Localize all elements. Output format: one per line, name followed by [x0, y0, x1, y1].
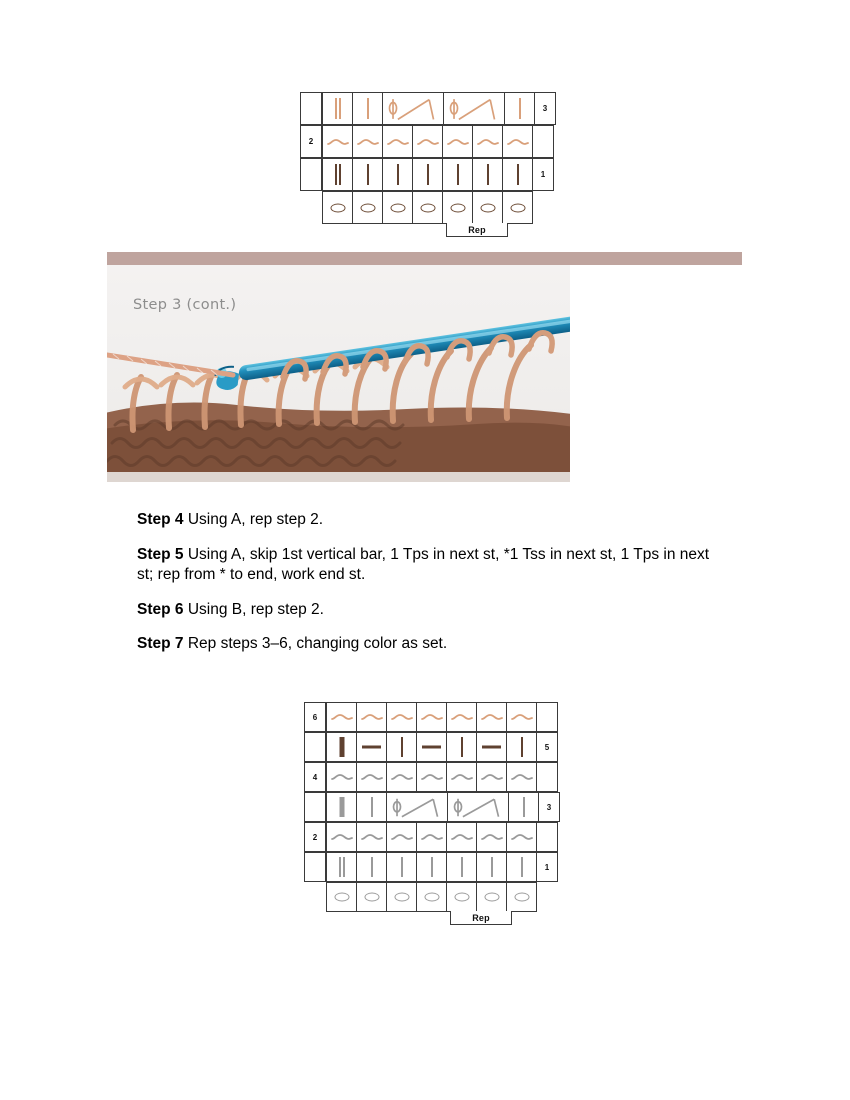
chart-row — [300, 158, 555, 191]
stitch-chart-top — [300, 92, 555, 235]
photo-caption: Step 3 (cont.) — [133, 297, 237, 313]
crossed-diagonal-icon — [451, 796, 505, 819]
tps-squiggle-cell — [323, 126, 352, 157]
chart-cell — [322, 191, 353, 224]
tps-squiggle-cell — [413, 126, 442, 157]
tps-squiggle-cell — [443, 126, 472, 157]
tps-squiggle-cell — [327, 763, 356, 791]
crossed-diagonal-icon — [386, 96, 440, 122]
row-label-spacer — [536, 702, 558, 732]
tps-squiggle-cell — [357, 763, 386, 791]
chart-cell — [506, 762, 537, 792]
vertical-bar-icon — [503, 159, 532, 190]
chart-row — [304, 882, 559, 912]
chart-row — [304, 822, 559, 852]
chart-cell — [416, 822, 447, 852]
row-number-right: 5 — [536, 732, 558, 762]
row-label-spacer — [532, 191, 554, 224]
thick-vertical-bar-icon — [327, 733, 356, 761]
vertical-bar-icon — [357, 793, 386, 821]
chart-cell — [472, 158, 503, 191]
chart-cell — [502, 191, 533, 224]
tps-squiggle-cell — [327, 703, 356, 731]
row-label-spacer — [536, 822, 558, 852]
vertical-bar-icon — [387, 733, 416, 761]
chart-cell-wide — [447, 792, 509, 822]
tps-squiggle-cell — [387, 703, 416, 731]
tps-squiggle-cell — [387, 763, 416, 791]
tps-squiggle-icon — [387, 137, 409, 147]
chart-cell — [356, 822, 387, 852]
row-label-spacer — [300, 158, 322, 191]
step-paragraph — [137, 545, 722, 586]
chart-cell — [356, 852, 387, 882]
row-number-right: 1 — [532, 158, 554, 191]
tps-squiggle-icon — [477, 137, 499, 147]
chart-cell — [442, 125, 473, 158]
chart-cell — [386, 702, 417, 732]
chart-cell — [502, 158, 533, 191]
vertical-bar-icon — [357, 853, 386, 881]
vertical-bar-icon — [443, 159, 472, 190]
chart-cell — [506, 882, 537, 912]
chart-cell — [504, 92, 535, 125]
vertical-bar-icon — [509, 793, 538, 821]
step-label: Step 5 — [137, 545, 184, 563]
tps-squiggle-icon — [481, 712, 503, 722]
chart-cell — [352, 158, 383, 191]
chain-oval-icon — [447, 883, 476, 911]
row-label-spacer — [300, 92, 322, 125]
chart-cell — [506, 732, 537, 762]
rep-bracket — [446, 223, 508, 237]
chart-cell — [322, 125, 353, 158]
chart-cell — [386, 822, 417, 852]
chart-cell — [506, 822, 537, 852]
tps-squiggle-cell — [383, 126, 412, 157]
tps-squiggle-cell — [387, 823, 416, 851]
double-vertical-bar-icon — [327, 853, 356, 881]
chain-oval-icon — [383, 192, 412, 223]
tps-squiggle-icon — [361, 832, 383, 842]
chain-oval-icon — [477, 883, 506, 911]
row-number-left: 6 — [304, 702, 326, 732]
chain-oval-icon — [323, 192, 352, 223]
chart-cell — [382, 191, 413, 224]
step-photo-block — [107, 252, 742, 482]
chart-cell — [446, 882, 477, 912]
chart-cell — [416, 852, 447, 882]
vertical-bar-icon — [507, 733, 536, 761]
tps-squiggle-cell — [327, 823, 356, 851]
chart-cell — [446, 702, 477, 732]
row-number-left: 2 — [300, 125, 322, 158]
chart-row — [304, 732, 559, 762]
chart-cell — [386, 852, 417, 882]
tps-squiggle-cell — [447, 823, 476, 851]
tps-squiggle-icon — [361, 712, 383, 722]
tps-squiggle-icon — [391, 772, 413, 782]
chart-cell — [352, 125, 383, 158]
chart-cell — [356, 732, 387, 762]
chart-cell-wide — [382, 92, 444, 125]
tps-squiggle-cell — [447, 703, 476, 731]
vertical-bar-icon — [505, 93, 534, 124]
tps-squiggle-icon — [331, 712, 353, 722]
row-label-spacer — [304, 732, 326, 762]
tps-squiggle-icon — [481, 832, 503, 842]
horizontal-dash-icon — [477, 733, 506, 761]
row-label-spacer — [536, 762, 558, 792]
rep-label: Rep — [472, 912, 490, 923]
chart-cell — [446, 852, 477, 882]
double-vertical-bar-icon — [323, 159, 352, 190]
tps-squiggle-cell — [417, 763, 446, 791]
step-paragraph — [137, 600, 722, 621]
vertical-bar-icon — [507, 853, 536, 881]
chart-cell — [508, 792, 539, 822]
chart-cell — [412, 125, 443, 158]
chart-cell — [476, 762, 507, 792]
chart-cell — [416, 762, 447, 792]
tps-squiggle-icon — [451, 712, 473, 722]
step-body: Using A, rep step 2. — [183, 511, 324, 528]
chart-cell — [446, 762, 477, 792]
chart-cell — [476, 852, 507, 882]
rep-label: Rep — [468, 224, 486, 235]
row-number-right: 3 — [534, 92, 556, 125]
chain-oval-icon — [357, 883, 386, 911]
tps-squiggle-cell — [507, 823, 536, 851]
chart-cell — [326, 882, 357, 912]
steps-text-block — [137, 510, 722, 669]
chart-cell — [322, 92, 353, 125]
tps-squiggle-icon — [331, 832, 353, 842]
tps-squiggle-icon — [361, 772, 383, 782]
vertical-bar-icon — [387, 853, 416, 881]
chart-cell — [352, 92, 383, 125]
row-number-right: 3 — [538, 792, 560, 822]
vertical-bar-icon — [447, 853, 476, 881]
chart-cell — [326, 762, 357, 792]
chain-oval-icon — [503, 192, 532, 223]
vertical-bar-icon — [473, 159, 502, 190]
tps-squiggle-cell — [357, 703, 386, 731]
chart-cell — [412, 158, 443, 191]
step-paragraph — [137, 510, 722, 531]
vertical-bar-icon — [383, 159, 412, 190]
chart-cell — [476, 732, 507, 762]
chart-cell — [502, 125, 533, 158]
step-body: Using A, skip 1st vertical bar, 1 Tps in next st, *1 Tss in next st, 1 Tps in next st; rep from * to end, work end st. — [137, 545, 710, 584]
tps-squiggle-icon — [451, 832, 473, 842]
chart-cell — [476, 822, 507, 852]
chart-row — [304, 702, 559, 732]
chart-cell — [472, 191, 503, 224]
thick-vertical-bar-icon — [327, 793, 356, 821]
chain-oval-icon — [353, 192, 382, 223]
tps-squiggle-icon — [327, 137, 349, 147]
row-label-spacer — [536, 882, 558, 912]
rep-bracket — [450, 911, 512, 925]
photo-accent-bar — [107, 252, 742, 265]
vertical-bar-icon — [477, 853, 506, 881]
chart-cell — [382, 158, 413, 191]
chain-oval-icon — [387, 883, 416, 911]
horizontal-dash-icon — [417, 733, 446, 761]
tps-squiggle-icon — [357, 137, 379, 147]
step-label: Step 6 — [137, 600, 184, 618]
chart-cell — [442, 158, 473, 191]
tps-squiggle-icon — [451, 772, 473, 782]
tps-squiggle-icon — [511, 832, 533, 842]
row-number-left: 4 — [304, 762, 326, 792]
step-paragraph — [137, 634, 722, 655]
chart-cell — [326, 822, 357, 852]
chart-row — [304, 792, 559, 822]
chart-cell — [322, 158, 353, 191]
chart-cell — [356, 702, 387, 732]
tps-squiggle-icon — [511, 772, 533, 782]
chart-cell — [326, 732, 357, 762]
row-label-spacer — [304, 852, 326, 882]
vertical-bar-icon — [417, 853, 446, 881]
row-label-spacer — [304, 792, 326, 822]
chart-cell — [446, 732, 477, 762]
tps-squiggle-cell — [417, 703, 446, 731]
horizontal-dash-icon — [357, 733, 386, 761]
row-number-left: 2 — [304, 822, 326, 852]
chain-oval-icon — [443, 192, 472, 223]
chain-oval-icon — [473, 192, 502, 223]
step-body: Using B, rep step 2. — [183, 600, 324, 618]
row-number-right: 1 — [536, 852, 558, 882]
crossed-diagonal-icon — [447, 96, 501, 122]
tps-squiggle-cell — [477, 703, 506, 731]
chart-cell — [506, 702, 537, 732]
tps-squiggle-cell — [357, 823, 386, 851]
tps-squiggle-icon — [331, 772, 353, 782]
chart-cell — [416, 882, 447, 912]
chain-oval-icon — [507, 883, 536, 911]
tps-squiggle-cell — [503, 126, 532, 157]
tps-squiggle-cell — [477, 823, 506, 851]
step-label: Step 7 — [137, 635, 184, 653]
chart-cell — [386, 762, 417, 792]
tps-squiggle-icon — [391, 712, 413, 722]
tps-squiggle-cell — [477, 763, 506, 791]
chain-oval-icon — [417, 883, 446, 911]
double-vertical-bar-icon — [323, 93, 352, 124]
chart-cell — [326, 702, 357, 732]
tps-squiggle-icon — [421, 772, 443, 782]
vertical-bar-icon — [353, 93, 382, 124]
crossed-diagonal-icon — [390, 796, 444, 819]
tps-squiggle-cell — [353, 126, 382, 157]
chart-cell — [412, 191, 443, 224]
chart-cell — [386, 732, 417, 762]
chart-row — [304, 762, 559, 792]
chart-cell — [476, 702, 507, 732]
chart-cell — [386, 882, 417, 912]
tps-squiggle-cell — [507, 703, 536, 731]
chart-cell — [506, 852, 537, 882]
tps-squiggle-cell — [507, 763, 536, 791]
row-label-spacer — [532, 125, 554, 158]
row-label-spacer — [300, 191, 322, 224]
chain-oval-icon — [327, 883, 356, 911]
chain-oval-icon — [413, 192, 442, 223]
tps-squiggle-icon — [421, 832, 443, 842]
chart-row — [304, 852, 559, 882]
tps-squiggle-icon — [481, 772, 503, 782]
chart-cell — [382, 125, 413, 158]
chart-row — [300, 92, 555, 125]
chart-cell — [352, 191, 383, 224]
tps-squiggle-icon — [447, 137, 469, 147]
chart-cell — [326, 852, 357, 882]
vertical-bar-icon — [447, 733, 476, 761]
tps-squiggle-icon — [421, 712, 443, 722]
chart-cell — [356, 882, 387, 912]
chart-row — [300, 125, 555, 158]
chart-row — [300, 191, 555, 224]
chart-cell — [446, 822, 477, 852]
tps-squiggle-icon — [391, 832, 413, 842]
tps-squiggle-cell — [447, 763, 476, 791]
tps-squiggle-cell — [473, 126, 502, 157]
chart-cell — [476, 882, 507, 912]
chart-cell — [416, 732, 447, 762]
tps-squiggle-icon — [507, 137, 529, 147]
vertical-bar-icon — [413, 159, 442, 190]
chart-cell — [442, 191, 473, 224]
chart-cell-wide — [443, 92, 505, 125]
chart-cell — [356, 792, 387, 822]
step-label: Step 4 — [137, 511, 184, 528]
step-body: Rep steps 3–6, changing color as set. — [183, 635, 448, 653]
tps-squiggle-icon — [417, 137, 439, 147]
row-label-spacer — [304, 882, 326, 912]
chart-cell — [472, 125, 503, 158]
chart-cell-wide — [386, 792, 448, 822]
chart-cell — [416, 702, 447, 732]
tps-squiggle-cell — [417, 823, 446, 851]
chart-cell — [326, 792, 357, 822]
vertical-bar-icon — [353, 159, 382, 190]
tps-squiggle-icon — [511, 712, 533, 722]
chart-cell — [356, 762, 387, 792]
stitch-chart-bottom — [304, 702, 559, 923]
photo-image — [107, 265, 570, 482]
